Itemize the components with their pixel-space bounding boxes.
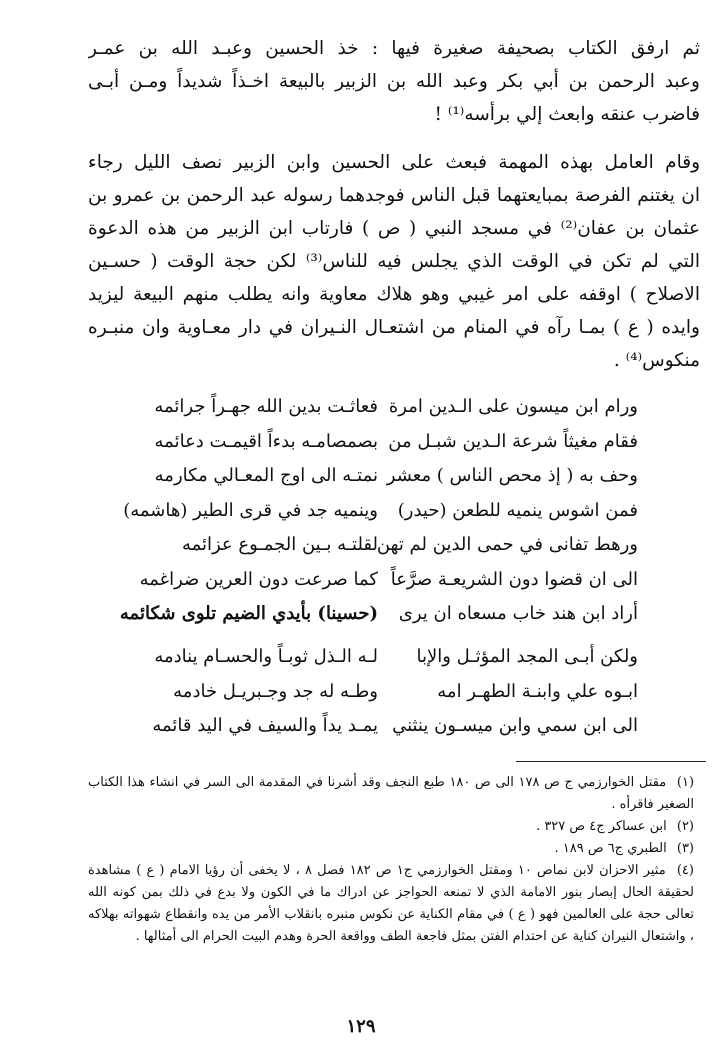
footnote-text: ابن عساكر ج٤ ص ٣٢٧ . — [536, 819, 667, 834]
footnote-number: (١) — [676, 775, 695, 790]
paragraph-1 — [88, 32, 700, 131]
verse-first-hemistich: وحف به ( إذ محص الناس ) معشر — [386, 465, 638, 486]
footnote-text: مثير الاحزان لابن نماص ١٠ ومقتل الخوارزمي ج١ ص ١٨٢ فصل ٨ ، لا يخفى أن رؤيا الامام ( ع ) مشاهدة لحقيقة الحال إبصار بنور الامامة الذي لا تمنعه الحواجز عن ادراك ما في الكون ولا بدع في ذلك بمن كونه الله تعالى حجة على العالمين فهو ( ع ) في مقام الكناية عن نكوس منبره بانقلاب الأمر من يده وانقطاع شهواته بهلاكه ، واشتعال النيران كناية عن احتدام الفتن بمثل فاجعة الطف وواقعة الحرة وهدم البيت الحرام الى أمثالها . — [88, 863, 694, 944]
verse-second-hemistich: وطـه له جد وجـبريـل خادمه — [173, 680, 378, 702]
poem-verse — [80, 565, 710, 600]
poem-verse — [80, 711, 710, 746]
poem-stanza — [80, 392, 710, 530]
verse-second-hemistich: لـه الـذل ثوبـاً والحسـام ينادمه — [154, 646, 378, 667]
footnote-number: (٣) — [676, 841, 694, 856]
text-line: ان يغتنم الفرصة بمبايعتهما قبل الناس فوجدهما رسوله عبد الرحمن بن عمرو بن — [88, 185, 700, 206]
poem-verse — [80, 427, 710, 462]
verse-second-hemistich: كما صرعت دون العرين ضراغمه — [139, 568, 378, 590]
text-line: وايده ( ع ) بمـا رآه في المنام من اشتعـال النـيران في دار معـاوية وان منبـره — [88, 317, 700, 338]
text-line: ثم ارفق الكتاب بصحيفة صغيرة فيها : خذ الحسين وعبـد الله بن عمـر — [88, 38, 700, 59]
verse-second-hemistich: بصمصامـه بدءاً اقيمـت دعائمه — [154, 430, 378, 452]
footnote-text: مقتل الخوارزمي ج ص ١٧٨ الى ص ١٨٠ طبع النجف وقد أشرنا في المقدمة الى السر في انشاء هذا الكتاب الصغير فاقرأه . — [88, 775, 694, 812]
poem-verse — [80, 461, 710, 496]
text-line: وقام العامل بهذه المهمة فبعث على الحسين وابن الزبير نصف الليل رجاء — [88, 152, 700, 173]
footnote-text: الطبري ج٦ ص ١٨٩ . — [554, 841, 667, 856]
text-line: فاضرب عنقه وابعث إلي برأسه⁽¹⁾ ! — [434, 104, 700, 125]
footnotes — [88, 772, 694, 948]
verse-second-hemistich: (حسينا) بأيدي الضيم تلوى شكائمه — [119, 603, 378, 624]
page-number: ١٢٩ — [346, 1016, 376, 1037]
footnote-number: (٢) — [676, 819, 694, 834]
poem-verse — [80, 496, 710, 531]
verse-first-hemistich: ولكن أبـى المجد المؤثـل والإبا — [416, 646, 638, 667]
verse-first-hemistich: ورهط تفانى في حمى الدين لم تهن — [376, 534, 638, 555]
verse-first-hemistich: ورام ابن ميسون على الـدين امرة — [388, 396, 638, 417]
poem-verse — [80, 677, 710, 712]
poem-stanza — [80, 642, 710, 746]
text-line: منكوس⁽⁴⁾ . — [613, 350, 700, 371]
text-line: التي لم تكن في الوقت الذي يجلس فيه للناس⁽³⁾ لكن حجة الوقت ( حسـين — [88, 251, 700, 272]
footnote — [88, 838, 694, 860]
verse-first-hemistich: أراد ابن هند خاب مسعاه ان يرى — [398, 603, 638, 624]
verse-first-hemistich: فمن اشوس ينميه للطعن (حيدر) — [397, 499, 638, 521]
poem-stanza — [80, 530, 710, 634]
verse-first-hemistich: الى ابن سمي وابن ميسـون ينثني — [392, 715, 638, 736]
footnote — [88, 816, 694, 838]
poem-verse — [80, 392, 710, 427]
text-line: الاصلاح ) اوقفه على امر غيبي وهو هلاك معاوية وانه يطلب منهم البيعة ليزيد — [88, 284, 700, 305]
poem-verse — [80, 599, 710, 634]
text-line: عثمان بن عفان⁽²⁾ في مسجد النبي ( ص ) فارتاب ابن الزبير من هذه الدعوة — [88, 218, 700, 239]
verse-first-hemistich: الى ان قضوا دون الشريعـة صرَّعاً — [390, 568, 638, 590]
verse-second-hemistich: وينميه جد في قرى الطير (هاشمه) — [123, 499, 378, 521]
verse-first-hemistich: فقام مغيثاً شرعة الـدين شبـل من — [388, 430, 638, 452]
footnote — [88, 772, 694, 816]
verse-second-hemistich: لقلتـه بـين الجمـوع عزائمه — [181, 534, 378, 555]
poem-verse — [80, 642, 710, 677]
verse-second-hemistich: فعاثـت بدين الله جهـراً جرائمه — [154, 396, 378, 417]
footnote — [88, 860, 694, 948]
verse-second-hemistich: يمـد يداً والسيف في اليد قائمه — [152, 715, 378, 736]
footnote-separator — [516, 761, 706, 762]
text-line: وعبد الرحمن بن أبي بكر وعبد الله بن الزبير بالبيعة اخـذاً شديداً ومـن أبـى — [88, 71, 700, 92]
verse-second-hemistich: نمتـه الى اوج المعـالي مكارمه — [154, 465, 378, 486]
paragraph-2 — [88, 146, 700, 377]
footnote-number: (٤) — [676, 863, 694, 878]
poem-verse — [80, 530, 710, 565]
verse-first-hemistich: ابـوه علي وابنـة الطهـر امه — [437, 680, 638, 702]
